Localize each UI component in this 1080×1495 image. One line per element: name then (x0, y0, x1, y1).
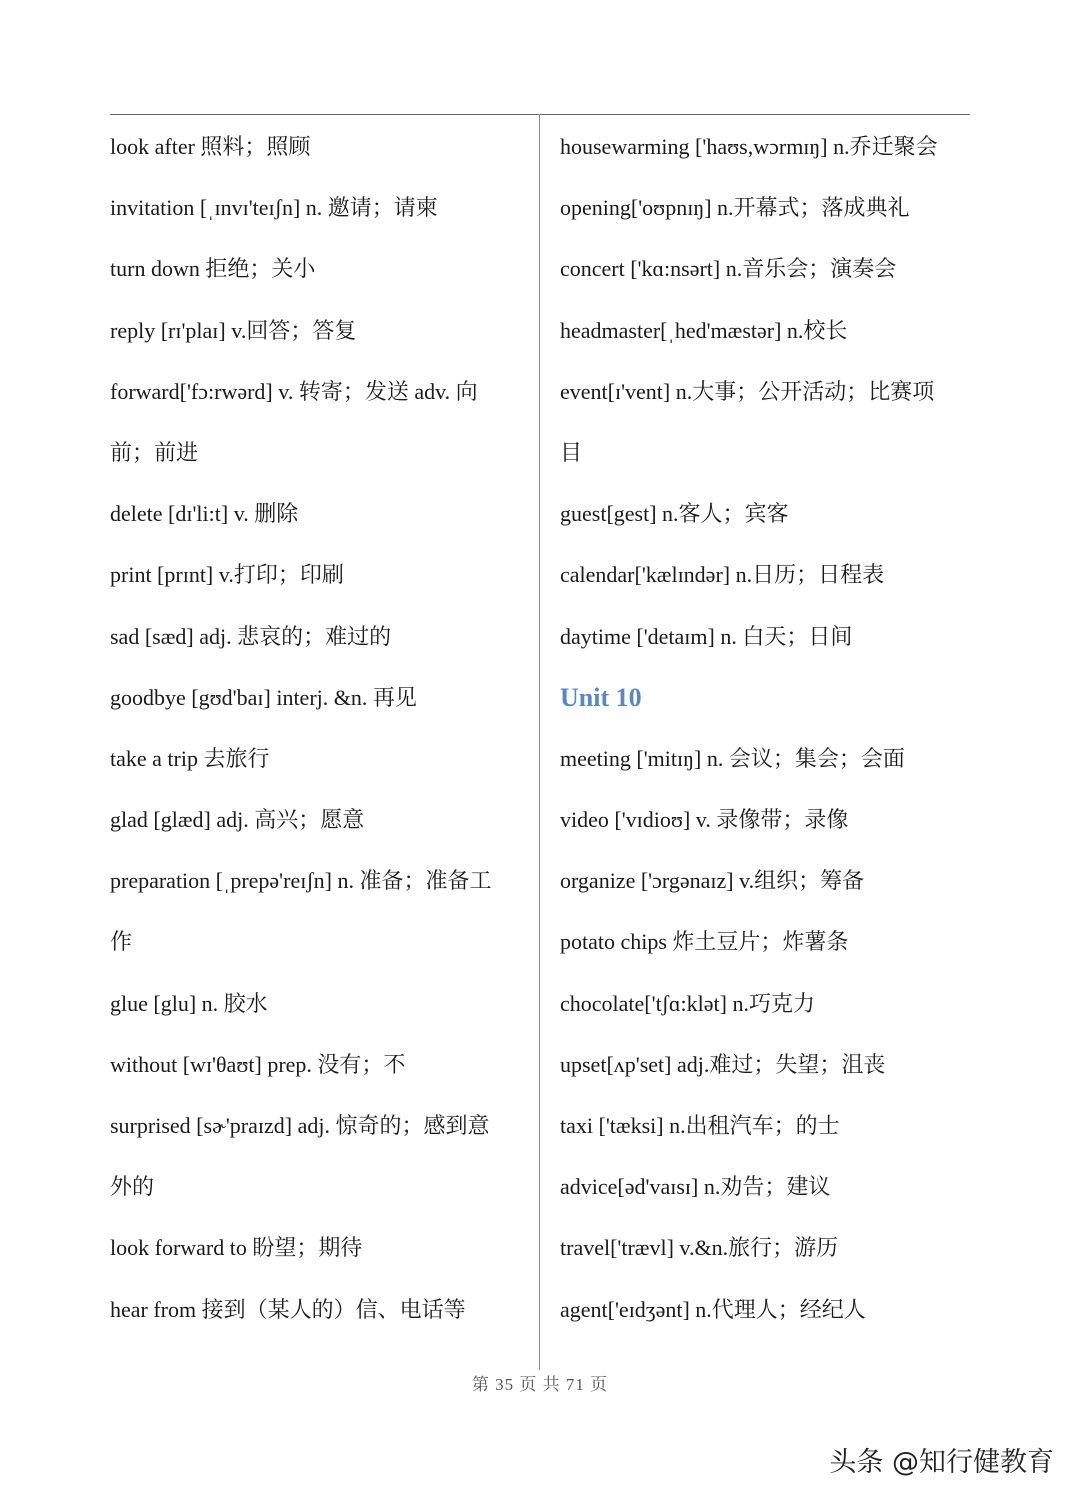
vocab-entry: reply [rɪ'plaɪ] v.回答；答复 (110, 317, 357, 343)
vocab-entry: guest[gest] n.客人；宾客 (560, 501, 789, 527)
vocab-entry: hear from 接到（某人的）信、电话等 (110, 1296, 466, 1322)
vocab-entry: event[ɪ'vent] n.大事；公开活动；比赛项 (560, 378, 935, 404)
vocab-entry: concert ['kɑ:nsərt] n.音乐会；演奏会 (560, 256, 897, 282)
vocab-entry-continuation: 作 (110, 929, 133, 955)
vocab-entry: video ['vɪdioʊ] v. 录像带；录像 (560, 807, 849, 833)
vocab-entry: glad [glæd] adj. 高兴；愿意 (110, 807, 365, 833)
vocab-entry: agent['eɪdʒənt] n.代理人；经纪人 (560, 1296, 866, 1322)
vocab-entry: daytime ['detaɪm] n. 白天；日间 (560, 623, 853, 649)
vocab-entry: advice[əd'vaɪsɪ] n.劝告；建议 (560, 1174, 831, 1200)
vocab-entry: preparation [ˌprepə'reɪʃn] n. 准备；准备工 (110, 868, 492, 894)
vocab-entry: potato chips 炸土豆片；炸薯条 (560, 929, 849, 955)
vocab-entry: travel['trævl] v.&n.旅行；游历 (560, 1235, 839, 1261)
vocab-entry: look after 照料；照顾 (110, 134, 311, 159)
vocab-entry: meeting ['mitɪŋ] n. 会议；集会；会面 (560, 745, 905, 771)
vocab-entry: surprised [sɚ'praɪzd] adj. 惊奇的；感到意 (110, 1113, 490, 1138)
unit-heading: Unit 10 (560, 682, 642, 712)
column-divider (539, 114, 540, 1370)
vocab-entry: organize ['ɔrgənaɪz] v.组织；筹备 (560, 868, 865, 894)
vocab-entry: without [wɪ'θaʊt] prep. 没有；不 (110, 1051, 406, 1077)
vocab-entry: chocolate['tʃɑ:klət] n.巧克力 (560, 990, 815, 1016)
vocab-entry: turn down 拒绝；关小 (110, 256, 316, 282)
vocab-entry: upset[ʌp'set] adj.难过；失望；沮丧 (560, 1051, 886, 1077)
page-number: 第 35 页 共 71 页 (471, 1375, 609, 1394)
vocab-entry: delete [dɪ'li:t] v. 删除 (110, 501, 299, 527)
vocab-entry: goodbye [gʊd'baɪ] interj. &n. 再见 (110, 684, 417, 710)
watermark: 头条 @知行健教育 (829, 1447, 1054, 1478)
vocab-entry: glue [glu] n. 胶水 (110, 990, 268, 1016)
vocab-entry: invitation [ˌɪnvɪ'teɪʃn] n. 邀请；请柬 (110, 195, 438, 221)
right-column (560, 116, 970, 1340)
vocab-entry-continuation: 前；前进 (110, 439, 199, 465)
left-column (110, 116, 525, 1340)
vocab-entry: look forward to 盼望；期待 (110, 1235, 363, 1261)
vocab-entry: forward['fɔ:rwərd] v. 转寄；发送 adv. 向 (110, 378, 478, 404)
vocab-entry: opening['oʊpnɪŋ] n.开幕式；落成典礼 (560, 195, 910, 221)
vocab-entry: sad [sæd] adj. 悲哀的；难过的 (110, 623, 392, 649)
header-rule (110, 114, 970, 115)
vocab-entry: take a trip 去旅行 (110, 745, 270, 771)
vocab-entry: housewarming ['haʊs,wɔrmɪŋ] n.乔迁聚会 (560, 134, 938, 159)
vocab-entry: calendar['kælɪndər] n.日历；日程表 (560, 562, 885, 588)
vocab-entry: headmaster[ˌhed'mæstər] n.校长 (560, 317, 848, 343)
vocab-entry: print [prɪnt] v.打印；印刷 (110, 562, 344, 588)
vocab-entry-continuation: 外的 (110, 1174, 155, 1200)
vocab-entry-continuation: 目 (560, 439, 583, 465)
vocab-entry: taxi ['tæksi] n.出租汽车；的士 (560, 1113, 840, 1138)
